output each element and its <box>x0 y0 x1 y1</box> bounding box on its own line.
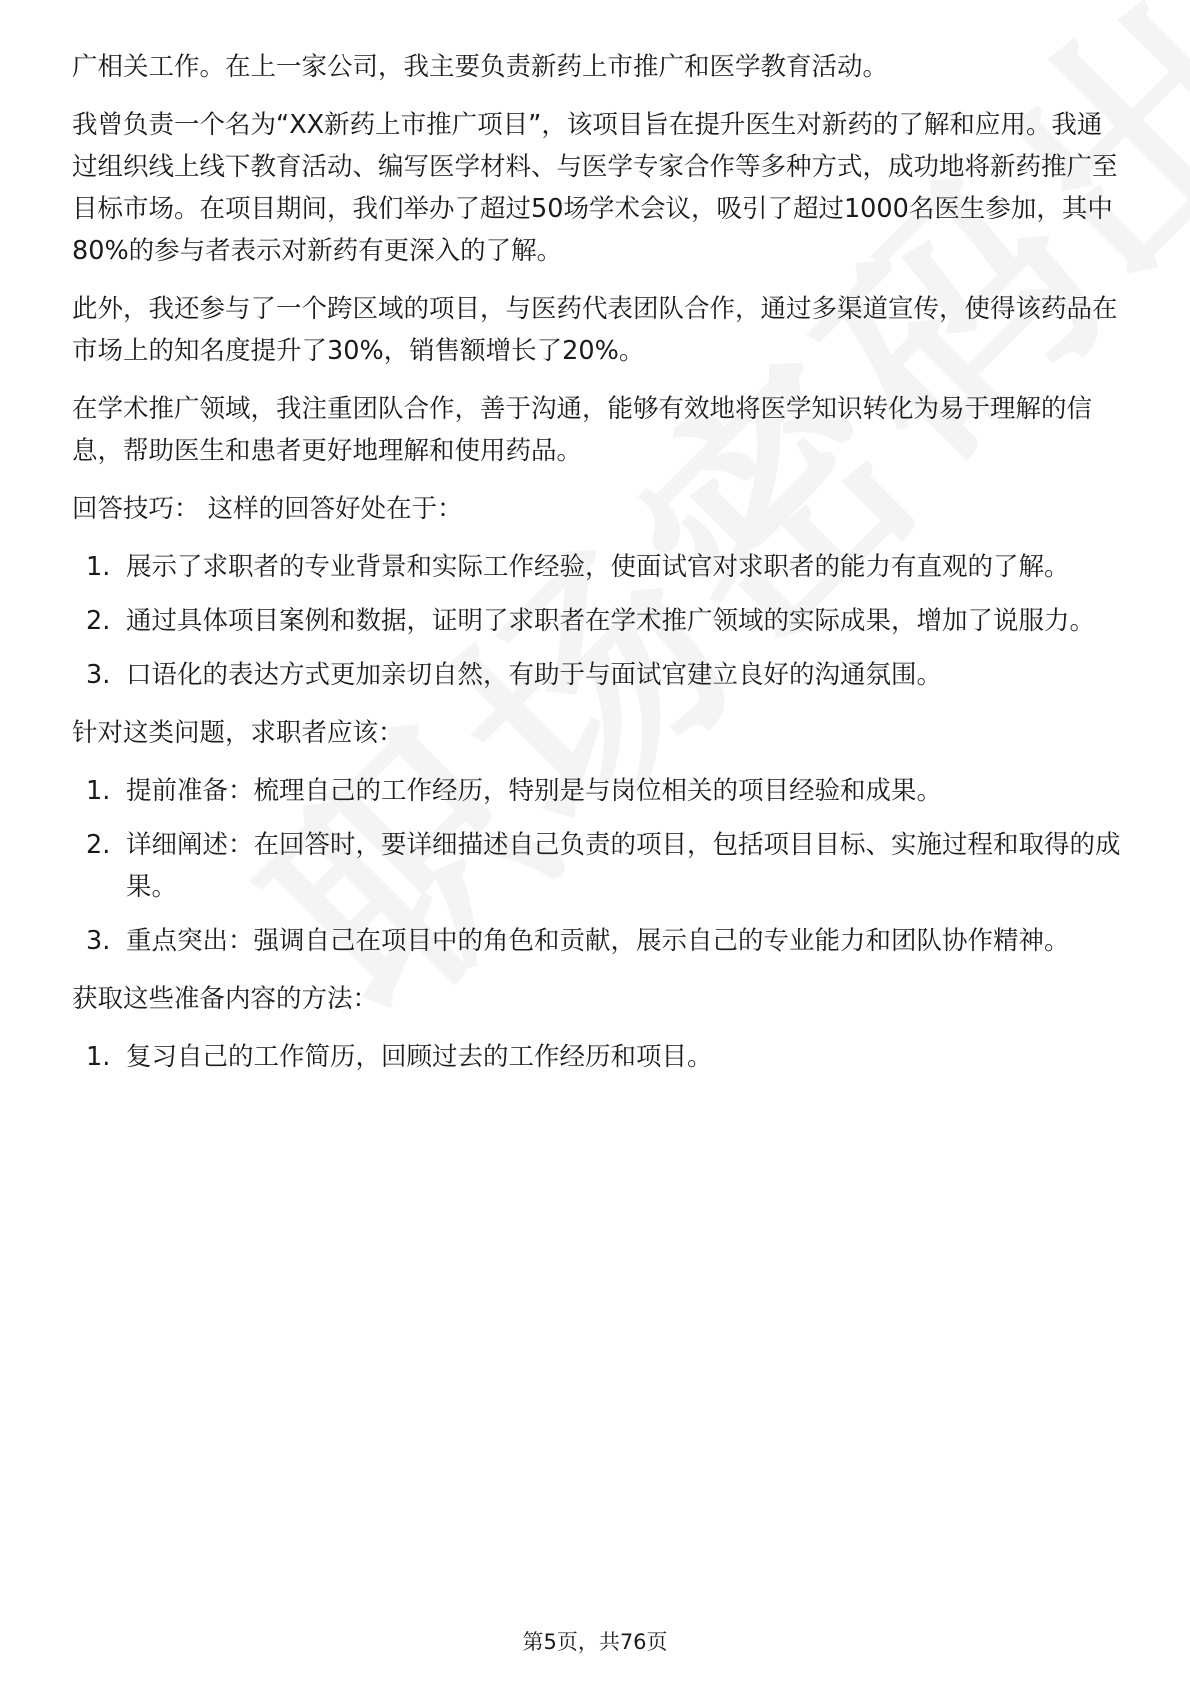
page-indicator: 第5页，共76页 <box>522 1630 668 1654</box>
list-number: 1. <box>86 1042 111 1072</box>
section-heading-method: 获取这些准备内容的方法： <box>72 984 379 1014</box>
document-body <box>72 46 1122 1094</box>
section-heading-prep: 针对这类问题，求职者应该： <box>72 718 404 748</box>
tips-list <box>72 546 1122 696</box>
list-item <box>72 770 1122 812</box>
list-number: 2. <box>86 606 111 636</box>
list-item <box>72 600 1122 642</box>
list-item-text: 展示了求职者的专业背景和实际工作经验，使面试官对求职者的能力有直观的了解。 <box>126 552 1070 582</box>
list-item-text: 通过具体项目案例和数据，证明了求职者在学术推广领域的实际成果，增加了说服力。 <box>126 606 1096 636</box>
paragraph: 广相关工作。在上一家公司，我主要负责新药上市推广和医学教育活动。 <box>72 52 889 82</box>
paragraph: 我曾负责一个名为“XX新药上市推广项目”，该项目旨在提升医生对新药的了解和应用。我通过组织线上线下教育活动、编写医学材料、与医学专家合作等多种方式，成功地将新药推广至目标市场。在项目期间，我们举办了超过50场学术会议，吸引了超过1000名医生参加，其中80%的参与者表示对新药有更深入的了解。 <box>72 110 1118 266</box>
list-item <box>72 654 1122 696</box>
list-number: 3. <box>86 660 111 690</box>
prep-list <box>72 770 1122 962</box>
list-item-text: 提前准备：梳理自己的工作经历，特别是与岗位相关的项目经验和成果。 <box>126 776 943 806</box>
list-number: 3. <box>86 926 111 956</box>
list-item <box>72 920 1122 962</box>
list-number: 1. <box>86 552 111 582</box>
method-list <box>72 1036 1122 1078</box>
list-number: 1. <box>86 776 111 806</box>
list-item-text: 详细阐述：在回答时，要详细描述自己负责的项目，包括项目目标、实施过程和取得的成果。 <box>126 830 1121 902</box>
page-footer <box>0 1627 1190 1657</box>
list-item <box>72 546 1122 588</box>
section-heading-tips: 回答技巧： 这样的回答好处在于： <box>72 494 463 524</box>
list-item <box>72 1036 1122 1078</box>
list-number: 2. <box>86 830 111 860</box>
list-item-text: 口语化的表达方式更加亲切自然，有助于与面试官建立良好的沟通氛围。 <box>126 660 943 690</box>
paragraph: 此外，我还参与了一个跨区域的项目，与医药代表团队合作，通过多渠道宣传，使得该药品在市场上的知名度提升了30%，销售额增长了20%。 <box>72 294 1118 366</box>
list-item-text: 重点突出：强调自己在项目中的角色和贡献，展示自己的专业能力和团队协作精神。 <box>126 926 1070 956</box>
list-item <box>72 824 1122 908</box>
list-item-text: 复习自己的工作简历，回顾过去的工作经历和项目。 <box>126 1042 713 1072</box>
paragraph: 在学术推广领域，我注重团队合作，善于沟通，能够有效地将医学知识转化为易于理解的信息，帮助医生和患者更好地理解和使用药品。 <box>72 394 1093 466</box>
